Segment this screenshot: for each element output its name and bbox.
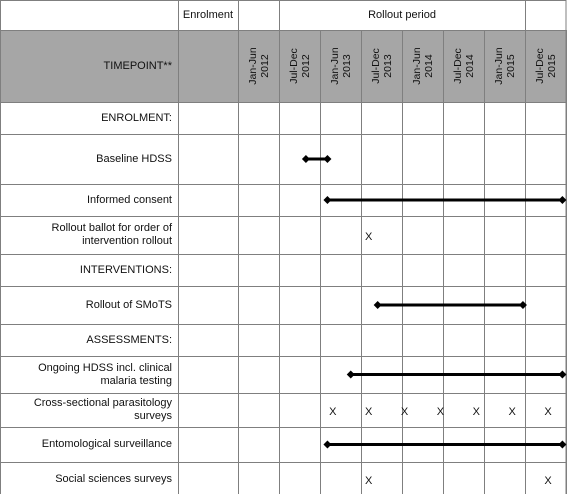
- timepoint-column-label: Jan-Jun 2015: [492, 47, 517, 85]
- timepoint-column-label: Jul-Dec 2014: [451, 48, 476, 84]
- activity-mark: X: [436, 406, 445, 418]
- diamond-marker: [323, 441, 331, 449]
- activity-mark: X: [472, 406, 480, 418]
- diamond-marker: [558, 371, 566, 379]
- activity-label: Rollout ballot for order of intervention rollout: [51, 222, 172, 247]
- activity-mark: X: [400, 406, 409, 418]
- activity-label: Baseline HDSS: [96, 152, 172, 165]
- activity-mark: X: [544, 475, 552, 487]
- diamond-marker: [323, 196, 331, 204]
- section-label: INTERVENTIONS:: [79, 263, 172, 276]
- diamond-marker: [558, 196, 566, 204]
- activity-mark: X: [365, 406, 373, 418]
- activity-label: Informed consent: [87, 193, 172, 206]
- activity-mark: X: [365, 475, 373, 487]
- enrolment-header: Enrolment: [182, 9, 234, 21]
- timepoint-column-label: Jul-Dec 2013: [369, 48, 394, 84]
- activity-mark: X: [544, 406, 552, 418]
- activity-label: Cross-sectional parasitology surveys: [33, 397, 172, 422]
- timepoint-column-label: Jan-Jun 2013: [328, 47, 353, 85]
- timepoint-column-label: Jul-Dec 2015: [533, 48, 558, 84]
- timepoint-column-label: Jan-Jun 2012: [246, 47, 271, 85]
- section-label: ASSESSMENTS:: [86, 333, 172, 346]
- section-label: ENROLMENT:: [101, 111, 172, 124]
- activity-label: Entomological surveillance: [41, 438, 172, 450]
- timepoint-column-label: Jul-Dec 2012: [287, 48, 312, 84]
- activity-label: Rollout of SMoTS: [85, 298, 172, 311]
- diamond-marker: [347, 371, 355, 379]
- activity-mark: X: [508, 406, 516, 418]
- activity-mark: X: [329, 406, 337, 418]
- activity-label: Ongoing HDSS incl. clinical malaria testing: [38, 361, 172, 387]
- rollout-period-header: Rollout period: [368, 9, 436, 21]
- diamond-marker: [323, 155, 331, 163]
- activity-mark: X: [365, 231, 373, 243]
- activity-label: Social sciences surveys: [55, 472, 172, 485]
- diamond-marker: [374, 301, 382, 309]
- timepoint-label: TIMEPOINT**: [103, 59, 172, 72]
- diamond-marker: [302, 155, 310, 163]
- diamond-marker: [558, 441, 566, 449]
- timepoint-column-label: Jan-Jun 2014: [410, 47, 435, 85]
